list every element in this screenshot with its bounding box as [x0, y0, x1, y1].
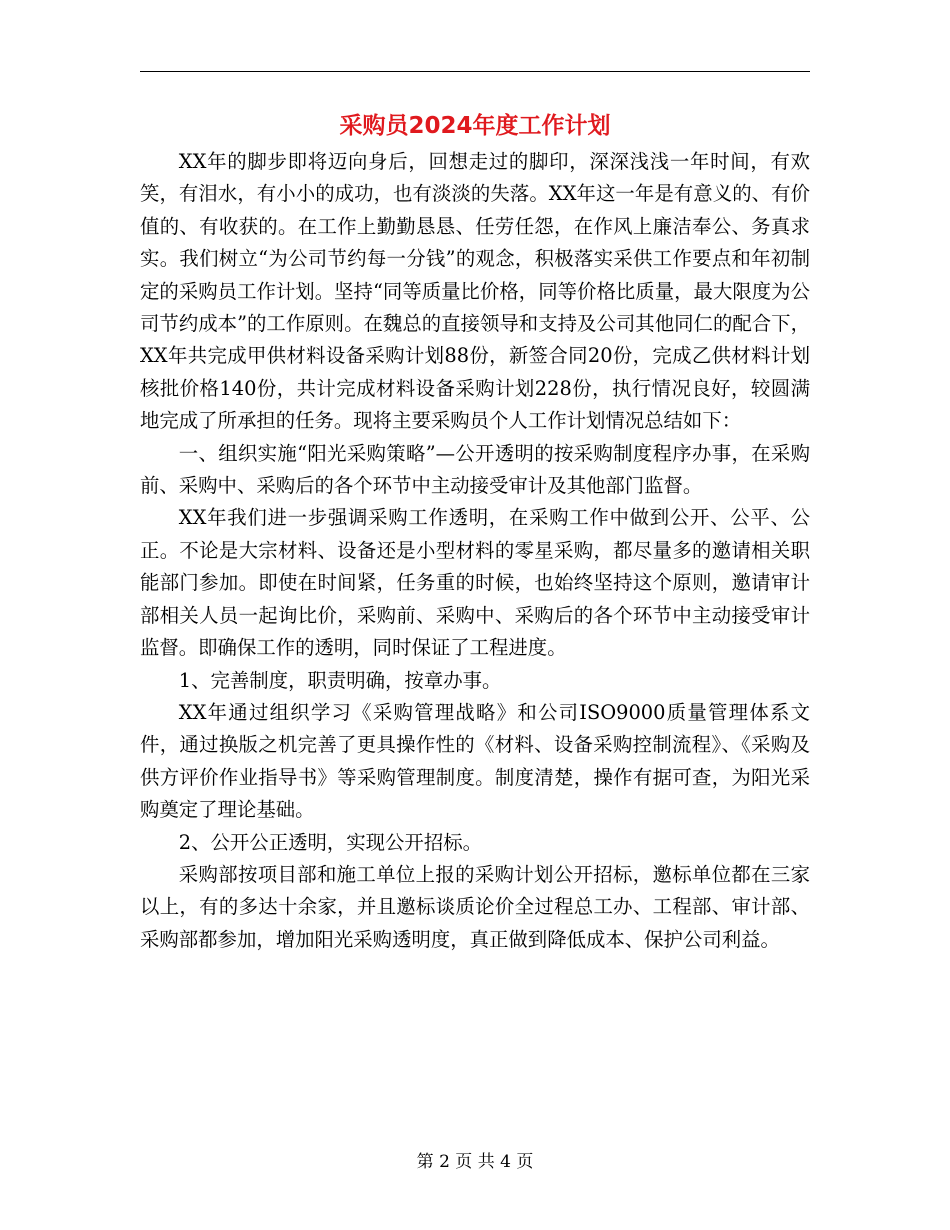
paragraph-tender: 采购部按项目部和施工单位上报的采购计划公开招标，邀标单位都在三家以上，有的多达十余家，并且邀标谈质论价全过程总工办、工程部、审计部、采购部都参加，增加阳光采购透明度，真正做到降低成本、保护公司利益。	[140, 862, 810, 951]
paragraph-transparency: XX年我们进一步强调采购工作透明，在采购工作中做到公开、公平、公正。不论是大宗材料、设备还是小型材料的零星采购，都尽量多的邀请相关职能部门参加。即使在时间紧，任务重的时候，也始终坚持这个原则，邀请审计部相关人员一起询比价，采购前、采购中、采购后的各个环节中主动接受审计监督。即确保工作的透明，同时保证了工程进度。	[140, 506, 810, 660]
page-footer: 第 2 页 共 4 页	[416, 1152, 534, 1172]
document-body	[140, 146, 810, 956]
paragraph-intro: XX年的脚步即将迈向身后，回想走过的脚印，深深浅浅一年时间，有欢笑，有泪水，有小小的成功，也有淡淡的失落。XX年这一年是有意义的、有价值的、有收获的。在工作上勤勤恳恳、任劳任怨，在作风上廉洁奉公、务真求实。我们树立“为公司节约每一分钱”的观念，积极落实采供工作要点和年初制定的采购员工作计划。坚持“同等质量比价格，同等价格比质量，最大限度为公司节约成本”的工作原则。在魏总的直接领导和支持及公司其他同仁的配合下，XX年共完成甲供材料设备采购计划88份，新签合同20份，完成乙供材料计划核批价格140份，共计完成材料设备采购计划228份，执行情况良好，较圆满地完成了所承担的任务。现将主要采购员个人工作计划情况总结如下：	[140, 150, 810, 433]
paragraph-heading-2: 2、公开公正透明，实现公开招标。	[178, 830, 482, 854]
paragraph-section-1: 一、组织实施“阳光采购策略”—公开透明的按采购制度程序办事，在采购前、采购中、采购后的各个环节中主动接受审计及其他部门监督。	[140, 441, 810, 498]
document-title: 采购员2024年度工作计划	[339, 113, 611, 139]
header-rule	[140, 71, 810, 72]
paragraph-heading-1: 1、完善制度，职责明确，按章办事。	[178, 668, 502, 692]
paragraph-system: XX年通过组织学习《采购管理战略》和公司ISO9000质量管理体系文件，通过换版之机完善了更具操作性的《材料、设备采购控制流程》、《采购及供方评价作业指导书》等采购管理制度。制度清楚，操作有据可查，为阳光采购奠定了理论基础。	[140, 700, 810, 822]
